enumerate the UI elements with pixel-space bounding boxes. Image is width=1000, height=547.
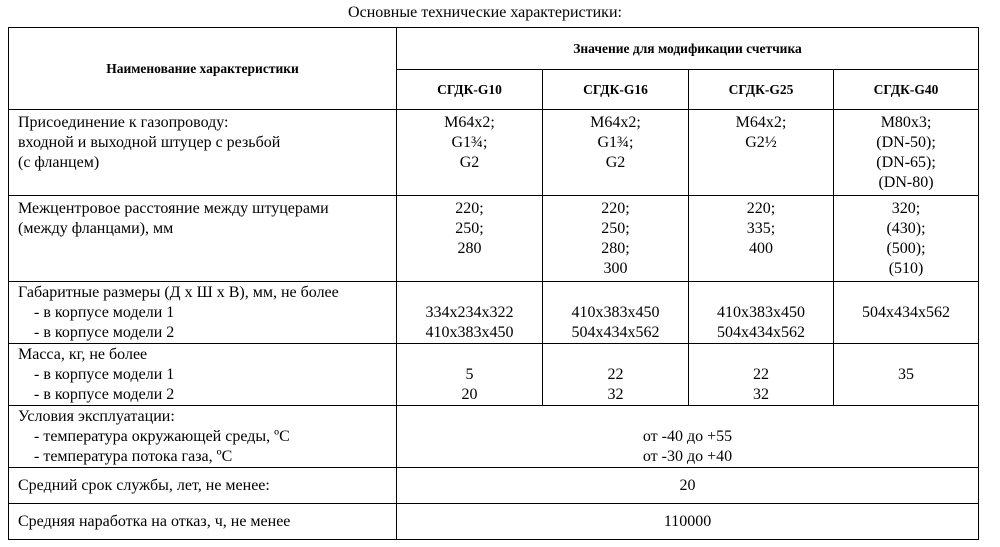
table-row-connection	[9, 110, 979, 196]
value-line: G2½	[745, 134, 777, 151]
header-modification-values: Значение для модификации счетчика	[397, 28, 979, 70]
value-line: G2	[459, 154, 480, 171]
header-model-g25: СГДК-G25	[689, 70, 834, 110]
cell-conditions-all	[397, 406, 979, 468]
value-line: G1¾;	[597, 134, 634, 151]
label-line: - в корпусе модели 1	[34, 304, 175, 321]
cell-connection-g16	[543, 110, 689, 196]
value-line: 250;	[601, 220, 630, 237]
row-label-mtbf: Средняя наработка на отказ, ч, не менее	[9, 504, 397, 540]
value-line: 35	[898, 366, 915, 383]
header-model-g40: СГДК-G40	[834, 70, 979, 110]
table-caption: Основные технические характеристики:	[348, 4, 622, 21]
cell-connection-g25	[689, 110, 834, 196]
specifications-table	[8, 27, 979, 540]
table-row-dimensions	[9, 282, 979, 344]
table-row-mtbf	[9, 504, 979, 540]
value-line: 22	[753, 366, 769, 383]
value-line: 250;	[455, 220, 484, 237]
value-line: 334x234x322	[425, 304, 514, 321]
header-characteristic-name: Наименование характеристики	[9, 28, 397, 110]
row-label-mass	[9, 344, 397, 406]
cell-distance-g25	[689, 196, 834, 282]
label-line: входной и выходной штуцер с резьбой	[18, 134, 281, 151]
value-line: 32	[753, 386, 769, 403]
value-line: 300	[603, 260, 628, 277]
label-line: - температура окружающей среды, ºС	[34, 428, 290, 445]
row-label-conditions	[9, 406, 397, 468]
value-line: 22	[607, 366, 624, 383]
label-line: Присоединение к газопроводу:	[18, 114, 229, 131]
value-line: 410x383x450	[571, 304, 660, 321]
value-line: 220;	[455, 200, 484, 217]
value-line: от -40 до +55	[642, 428, 733, 445]
cell-connection-g40	[834, 110, 979, 196]
value-line: (DN-50);	[876, 134, 936, 151]
value-line: (510)	[888, 260, 924, 277]
label-line: - температура потока газа, ºС	[34, 448, 233, 465]
value-line: 320;	[891, 200, 921, 217]
label-line: Межцентровое расстояние между штуцерами	[18, 200, 329, 217]
label-line: (с фланцем)	[18, 154, 100, 171]
value-line: 20	[461, 386, 478, 403]
cell-connection-g10	[397, 110, 543, 196]
row-label-connection	[9, 110, 397, 196]
cell-mtbf: 110000	[397, 504, 979, 540]
row-label-distance	[9, 196, 397, 282]
value-line: 504x434x562	[571, 324, 660, 341]
value-line: 400	[749, 240, 773, 257]
value-line: 335;	[746, 220, 776, 237]
value-line: 32	[607, 386, 624, 403]
value-line: 410x383x450	[425, 324, 514, 341]
value-line: 220;	[746, 200, 776, 217]
label-line: - в корпусе модели 1	[34, 366, 175, 383]
cell-mass-g40	[834, 344, 979, 406]
cell-mass-g10	[397, 344, 543, 406]
value-line: (DN-80)	[878, 174, 934, 191]
table-row-conditions	[9, 406, 979, 468]
value-line: M64x2;	[735, 114, 787, 131]
row-label-service-life: Средний срок службы, лет, не менее:	[9, 468, 397, 504]
label-line: Условия эксплуатации:	[18, 408, 175, 425]
header-model-g10: СГДК-G10	[397, 70, 543, 110]
value-line: 280;	[601, 240, 630, 257]
value-line: 220;	[601, 200, 630, 217]
cell-distance-g16	[543, 196, 689, 282]
table-row-mass	[9, 344, 979, 406]
cell-service-life: 20	[397, 468, 979, 504]
value-line: M64x2;	[444, 114, 495, 131]
cell-mass-g25	[689, 344, 834, 406]
value-line: 280	[457, 240, 482, 257]
value-line: от -30 до +40	[642, 448, 733, 465]
value-line: 504x434x562	[862, 304, 951, 321]
value-line: 504x434x562	[717, 324, 805, 341]
cell-mass-g16	[543, 344, 689, 406]
label-line: Масса, кг, не более	[18, 346, 148, 363]
cell-distance-g40	[834, 196, 979, 282]
label-line: Габаритные размеры (Д х Ш х В), мм, не более	[18, 284, 339, 301]
label-line: - в корпусе модели 2	[34, 386, 175, 403]
cell-dimensions-g10	[397, 282, 543, 344]
value-line: G2	[605, 154, 626, 171]
value-line: M64x2;	[590, 114, 641, 131]
value-line: (DN-65);	[876, 154, 936, 171]
cell-distance-g10	[397, 196, 543, 282]
value-line: 410x383x450	[717, 304, 805, 321]
value-line: (500);	[886, 240, 926, 257]
cell-dimensions-g40	[834, 282, 979, 344]
table-row-distance	[9, 196, 979, 282]
cell-dimensions-g25	[689, 282, 834, 344]
header-model-g16: СГДК-G16	[543, 70, 689, 110]
row-label-dimensions	[9, 282, 397, 344]
label-line: - в корпусе модели 2	[34, 324, 175, 341]
value-line: G1¾;	[451, 134, 488, 151]
value-line: (430);	[886, 220, 926, 237]
value-line: M80x3;	[880, 114, 932, 131]
label-line: (между фланцами), мм	[18, 220, 174, 237]
cell-dimensions-g16	[543, 282, 689, 344]
value-line: 5	[465, 366, 474, 383]
table-row-service-life	[9, 468, 979, 504]
